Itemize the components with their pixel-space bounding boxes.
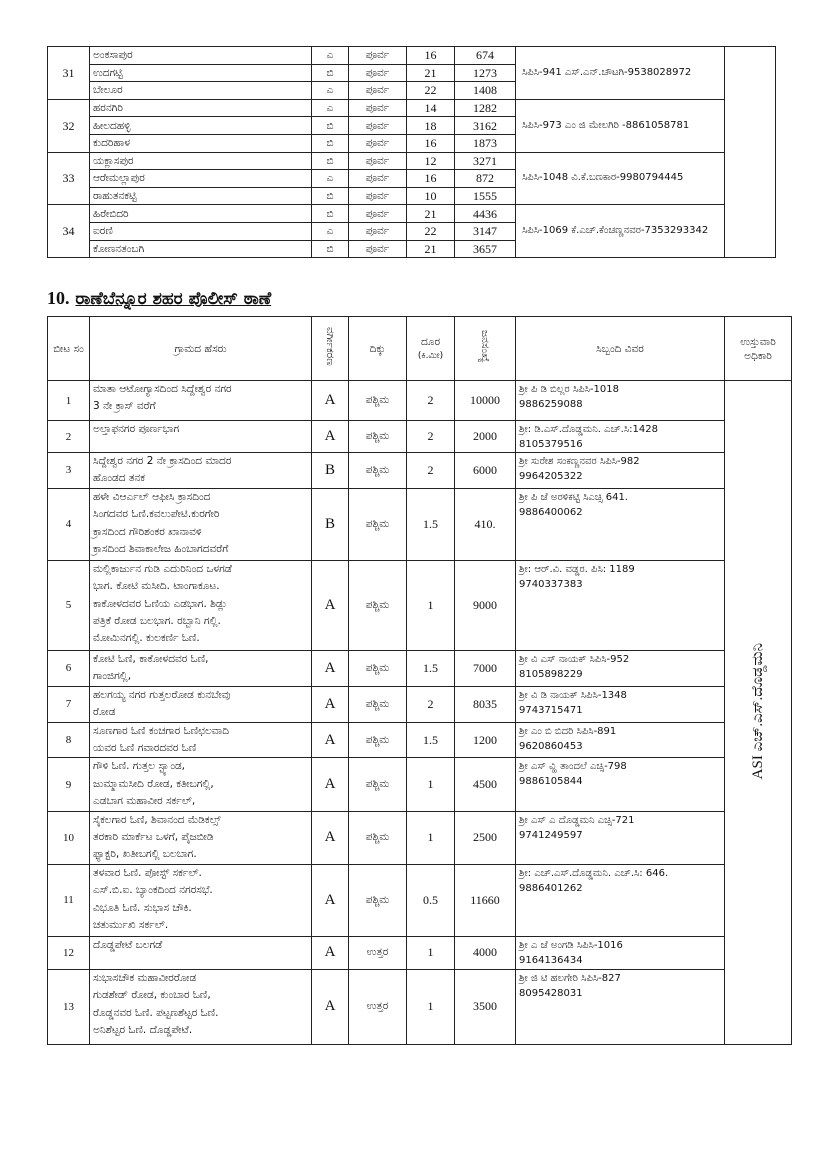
staff-line: 9620860453 xyxy=(519,740,583,752)
category: ಎ xyxy=(312,99,349,117)
area-line: ಫ್ಯಾಕ್ಟರಿ, ಖತೀಬಗಲ್ಲಿ ಬಲಬಾಗ. xyxy=(93,848,197,861)
staff-line: ಶ್ರೀ ಸುರೇಶ ಸಂಕಣ್ಣನವರ ಸಿಪಿಸಿ-982 xyxy=(519,456,640,467)
population: 872 xyxy=(455,170,516,188)
population: 1273 xyxy=(455,64,516,82)
beat-number: 34 xyxy=(48,205,90,258)
staff-line: ಶ್ರೀ: ಎಚ್.ಎಸ್.ದೊಡ್ಡಮನಿ. ಎಚ್.ಸಿ: 646. xyxy=(519,867,669,879)
beat-number: 3 xyxy=(48,453,90,489)
direction: ಪೂರ್ವ xyxy=(349,47,407,65)
header-officer: ಉಸ್ತುವಾರಿ ಅಧಿಕಾರಿ xyxy=(725,317,792,381)
population: 10000 xyxy=(455,381,516,421)
staff-line: ಶ್ರೀ ಜಿ ಟಿ ಹಲಗೇರಿ ಸಿಪಿಸಿ-827 xyxy=(519,972,621,984)
population: 4000 xyxy=(455,936,516,969)
area-line: ವಿಭೂತಿ ಓಣಿ. ಸುಭಾಸ ಚೌಕಿ. xyxy=(93,901,192,914)
table-row xyxy=(48,205,776,223)
beat-number: 13 xyxy=(48,969,90,1044)
staff-details xyxy=(516,421,725,453)
staff-details xyxy=(516,969,725,1044)
direction: ಪೂರ್ವ xyxy=(349,99,407,117)
staff-line: ಶ್ರೀ: ಆರ್.ವಿ. ವಡ್ಡರ. ಪಿಸಿ: 1189 xyxy=(519,563,635,575)
header-staff: ಸಿಬ್ಬಂದಿ ವಿವರ xyxy=(516,317,725,381)
distance: 18 xyxy=(407,117,455,135)
section-number: 10. xyxy=(47,288,70,308)
category: B xyxy=(312,453,349,489)
distance: 0.5 xyxy=(407,864,455,936)
staff-line: ಶ್ರೀ ಎಸ್ ಎ ದೊಡ್ಡಮನಿ ಎಚ್ಸಿ-721 xyxy=(519,814,635,826)
direction: ಪಶ್ಚಿಮ xyxy=(349,864,407,936)
direction: ಉತ್ತರ xyxy=(349,969,407,1044)
staff-line: ಶ್ರೀ: ಡಿ.ಎಸ್.ದೊಡ್ಡಮನಿ. ಎಚ್.ಸಿ:1428 xyxy=(519,424,658,435)
area-description xyxy=(90,811,312,864)
category: ಬಿ xyxy=(312,205,349,223)
area-description xyxy=(90,453,312,489)
direction: ಪೂರ್ವ xyxy=(349,64,407,82)
area-line: 3 ನೇ ಕ್ರಾಸ್ ವರೆಗೆ xyxy=(93,400,156,413)
staff-line: 9741249597 xyxy=(519,829,583,841)
category: A xyxy=(312,650,349,686)
category: ಬಿ xyxy=(312,240,349,258)
area-line: ಗಾಂಜಿಗಲ್ಲಿ, xyxy=(93,670,132,683)
distance: 1 xyxy=(407,758,455,811)
staff-details: ಸಿಪಿಸಿ-1048 ವಿ.ಕೆ.ಬಣಕಾರ-9980794445 xyxy=(516,152,725,205)
category: A xyxy=(312,686,349,722)
area-line: ಸಿದ್ದೇಶ್ವರ ನಗರ 2 ನೇ ಕ್ರಾಸದಿಂದ ಮಾದರ xyxy=(93,455,232,467)
officer-cell xyxy=(725,381,792,1045)
direction: ಪಶ್ಚಿಮ xyxy=(349,650,407,686)
distance: 1.5 xyxy=(407,722,455,758)
officer-cell xyxy=(725,47,776,258)
header-row xyxy=(48,317,792,381)
header-distance-label: ದೂರ xyxy=(420,335,441,348)
population: 6000 xyxy=(455,453,516,489)
table-row xyxy=(48,864,792,936)
area-line: ಕ್ರಾಸದಿಂದ ಗೌರಿಶಂಕರ ಖಾನಾವಳಿ xyxy=(93,525,202,538)
category: ಎ xyxy=(312,47,349,65)
direction: ಪಶ್ಚಿಮ xyxy=(349,686,407,722)
table-row xyxy=(48,99,776,117)
direction: ಪೂರ್ವ xyxy=(349,152,407,170)
category: ಎ xyxy=(312,82,349,100)
area-line: ಎಸ್.ಬಿ.ಐ. ಬ್ಯಾಂಕದಿಂದ ನಗರಸಭೆ. xyxy=(93,884,213,897)
category: A xyxy=(312,758,349,811)
category: ಬಿ xyxy=(312,134,349,152)
village-name: ಹೀಲದಹಳ್ಳಿ xyxy=(90,117,312,135)
section-title: ರಾಣೆಬೆನ್ನೂರ ಶಹರ ಪೊಲೀಸ್ ಠಾಣೆ xyxy=(75,289,272,309)
area-line: ಕ್ರಾಸದಿಂದ ಶಿವಾಕಾಲೇಜ ಹಿಂಬಾಗದವರೆಗೆ xyxy=(93,543,229,556)
area-line: ಭಾಗ. ಕೋಟಿ ಮಸೀದಿ. ಟಾಂಗಾಕೂಟ. xyxy=(93,580,220,593)
distance: 10 xyxy=(407,187,455,205)
category: ಬಿ xyxy=(312,187,349,205)
direction: ಪೂರ್ವ xyxy=(349,240,407,258)
direction: ಪಶ್ಚಿಮ xyxy=(349,381,407,421)
staff-line: ಶ್ರೀ ಎ ಜೆ ಅಂಗಡಿ ಸಿಪಿಸಿ-1016 xyxy=(519,939,623,951)
population: 2500 xyxy=(455,811,516,864)
area-description xyxy=(90,650,312,686)
village-name: ಕೋಣನತಂಬಗಿ xyxy=(90,240,312,258)
population: 3500 xyxy=(455,969,516,1044)
distance: 22 xyxy=(407,222,455,240)
category: A xyxy=(312,811,349,864)
staff-line: 9886259088 xyxy=(519,399,583,410)
population: 1555 xyxy=(455,187,516,205)
area-line: ಮಲ್ಲಿಕಾರ್ಜುನ ಗುಡಿ ಎದುರಿನಿಂದ ಒಳಗಡೆ xyxy=(93,562,232,575)
area-description xyxy=(90,722,312,758)
population: 3271 xyxy=(455,152,516,170)
staff-line: ಶ್ರೀ ಪಿ ಜೆ ಅರಳಿಕಟ್ಟಿ ಸಿಎಚ್ಸಿ 641. xyxy=(519,491,628,503)
area-line: ಮಾತಾ ಆಟೋಗ್ಯಾಸದಿಂದ ಸಿದ್ದೇಶ್ವರ ನಗರ xyxy=(93,383,232,395)
area-line: ಗೌಳಿ ಓಣಿ. ಗುತ್ತಲ ಸ್ಟ್ಯಾಂಡ, xyxy=(93,760,186,773)
category: B xyxy=(312,488,349,560)
area-line: ಸೂಣಗಾರ ಓಣಿ ಕಂಚಗಾರ ಓಣಿಛಲವಾದಿ xyxy=(93,724,230,737)
direction: ಪಶ್ಚಿಮ xyxy=(349,560,407,650)
staff-details xyxy=(516,864,725,936)
header-distance xyxy=(407,317,455,381)
beat-number: 7 xyxy=(48,686,90,722)
area-description xyxy=(90,560,312,650)
population: 11660 xyxy=(455,864,516,936)
population: 1200 xyxy=(455,722,516,758)
area-description xyxy=(90,686,312,722)
distance: 1.5 xyxy=(407,650,455,686)
area-description xyxy=(90,936,312,969)
population: 1282 xyxy=(455,99,516,117)
beat-number: 4 xyxy=(48,488,90,560)
staff-details xyxy=(516,936,725,969)
table-row xyxy=(48,758,792,811)
population: 9000 xyxy=(455,560,516,650)
area-line: ಗುಡಶೇಡ್ ರೋಡ, ಕುಂಬಾರ ಓಣಿ, xyxy=(93,989,211,1002)
header-direction: ದಿಕ್ಕು xyxy=(349,317,407,381)
population: 8035 xyxy=(455,686,516,722)
direction: ಪೂರ್ವ xyxy=(349,134,407,152)
header-distance-unit: (ಕಿ.ಮೀ) xyxy=(417,350,444,361)
distance: 2 xyxy=(407,686,455,722)
beat-number: 33 xyxy=(48,152,90,205)
header-category: ವರ್ಗೀಕರಣ xyxy=(312,317,349,381)
category: ಬಿ xyxy=(312,152,349,170)
header-village: ಗ್ರಾಮದ ಹೆಸರು xyxy=(90,317,312,381)
distance: 1.5 xyxy=(407,488,455,560)
table-row xyxy=(48,47,776,65)
category: ಬಿ xyxy=(312,117,349,135)
category: A xyxy=(312,936,349,969)
area-line: ಸಿಂಗದವರ ಓಣಿ.ಕವಲುಪೇಟಿ.ಕುರಗೇರಿ xyxy=(93,508,220,521)
staff-line: 8105379516 xyxy=(519,439,583,450)
area-line: ಪತ್ರಿಕೆ ರೋಡ ಬಲಭಾಗ. ರಬ್ಬಾನಿ ಗಲ್ಲಿ. xyxy=(93,615,221,628)
area-line: ರೊಡ್ಡನವರ ಓಣಿ. ಪಟ್ಟಣಶೆಟ್ಟರ ಓಣಿ. xyxy=(93,1006,219,1019)
header-population: ಜನಸಂಖ್ಯೆ xyxy=(455,317,516,381)
area-line: ಹೊಂಡದ ತನಕ xyxy=(93,472,145,485)
staff-details xyxy=(516,686,725,722)
population: 3657 xyxy=(455,240,516,258)
direction: ಪೂರ್ವ xyxy=(349,117,407,135)
staff-line: 8095428031 xyxy=(519,987,583,999)
staff-details xyxy=(516,560,725,650)
area-line: ದೊಡ್ಡಪೇಟೆ ಬಲಗಡೆ xyxy=(93,938,163,951)
direction: ಪಶ್ಚಿಮ xyxy=(349,811,407,864)
staff-line: 9740337383 xyxy=(519,578,583,590)
staff-details xyxy=(516,488,725,560)
table-row xyxy=(48,650,792,686)
staff-details: ಸಿಪಿಸಿ-1069 ಕೆ.ಎಚ್.ಕೆಂಚಣ್ಣನವರ-7353293342 xyxy=(516,205,725,258)
staff-line: ಶ್ರೀ ಪಿ ಡಿ ಬಿಲ್ಲರ ಸಿಪಿಸಿ-1018 xyxy=(519,384,619,395)
staff-line: 9164136434 xyxy=(519,954,583,966)
direction: ಪೂರ್ವ xyxy=(349,187,407,205)
distance: 16 xyxy=(407,134,455,152)
beat-number: 2 xyxy=(48,421,90,453)
area-line: ಯವರ ಓಣಿ ಗವಾರದವರ ಓಣಿ xyxy=(93,742,197,755)
population: 1873 xyxy=(455,134,516,152)
beat-number: 31 xyxy=(48,47,90,100)
distance: 1 xyxy=(407,811,455,864)
area-line: ಕೋಟಿ ಓಣಿ, ಕಾಕೋಳದವರ ಓಣಿ, xyxy=(93,652,209,665)
direction: ಪಶ್ಚಿಮ xyxy=(349,453,407,489)
village-name: ರಾಹುತನಕಟ್ಟಿ xyxy=(90,187,312,205)
direction: ಉತ್ತರ xyxy=(349,936,407,969)
category: A xyxy=(312,560,349,650)
table-row xyxy=(48,421,792,453)
staff-line: ಶ್ರೀ ಎಂ ಬಿ ಬಿದರಿ ಸಿಪಿಸಿ-891 xyxy=(519,725,617,737)
direction: ಪಶ್ಚಿಮ xyxy=(349,421,407,453)
distance: 21 xyxy=(407,240,455,258)
distance: 1 xyxy=(407,969,455,1044)
staff-line: ಶ್ರೀ ಎಸ್ ವ್ಹಿ ತಾಂದಲೆ ಎಚ್ಸಿ-798 xyxy=(519,761,627,773)
population: 7000 xyxy=(455,650,516,686)
village-name: ಹರನಗಿರಿ xyxy=(90,99,312,117)
population: 4436 xyxy=(455,205,516,223)
village-name: ಹಿರೇಬಿದರಿ xyxy=(90,205,312,223)
table-row xyxy=(48,969,792,1044)
direction: ಪಶ್ಚಿಮ xyxy=(349,488,407,560)
area-line: ಚತುರ್ಮುಖಿ ಸರ್ಕಲ್. xyxy=(93,919,169,932)
beat-number: 11 xyxy=(48,864,90,936)
staff-line: 8105898229 xyxy=(519,668,583,680)
officer-name: ASI ಎಚ್.ಎಸ್.ದೊಡ್ಡಮನಿ xyxy=(750,642,766,780)
area-line: ಹಳೇ ವಿಆರ್ಎಲ್ ಆಫೀಸಿ ಕ್ರಾಸದಿಂದ xyxy=(93,490,211,503)
area-description xyxy=(90,864,312,936)
area-line: ತರಕಾರಿ ಮಾರ್ಕೆಟ ಒಳಗೆ, ಪೈಜಬೀಡಿ xyxy=(93,831,214,844)
population: 3162 xyxy=(455,117,516,135)
staff-line: ಶ್ರೀ ವಿ ಎಸ್ ನಾಯಕ್ ಸಿಪಿಸಿ-952 xyxy=(519,653,630,665)
area-line: ಸುಭಾಸಚೌಕ ಮಹಾವೀರರೋಡ xyxy=(93,971,197,984)
area-description xyxy=(90,381,312,421)
table-row xyxy=(48,936,792,969)
beat-number: 5 xyxy=(48,560,90,650)
direction: ಪೂರ್ವ xyxy=(349,82,407,100)
population: 410. xyxy=(455,488,516,560)
beat-number: 10 xyxy=(48,811,90,864)
staff-details xyxy=(516,758,725,811)
category: A xyxy=(312,864,349,936)
staff-details xyxy=(516,811,725,864)
area-line: ತಳವಾರ ಓಣಿ. ಪೋಸ್ಟ್ ಸರ್ಕಲ್. xyxy=(93,866,202,879)
area-line: ಜುಮ್ಮಾಮಸೀದಿ ರೋಡ, ಕತೀಬಗಲ್ಲಿ, xyxy=(93,777,214,790)
staff-line: 9886400062 xyxy=(519,506,583,518)
area-line: ಹಲಗಯ್ಯ ನಗರ ಗುತ್ತಲರೋಡ ಕುನಬೇವು xyxy=(93,688,231,701)
area-line: ರೋಡ xyxy=(93,706,116,719)
beat-number: 32 xyxy=(48,99,90,152)
population: 674 xyxy=(455,47,516,65)
category: ಎ xyxy=(312,170,349,188)
staff-details: ಸಿಪಿಸಿ-941 ಎಸ್.ಎನ್.ಚೌಟಗಿ-9538028972 xyxy=(516,47,725,100)
distance: 12 xyxy=(407,152,455,170)
distance: 2 xyxy=(407,453,455,489)
category: A xyxy=(312,969,349,1044)
table-row xyxy=(48,560,792,650)
staff-details xyxy=(516,381,725,421)
area-line: ಅಲ್ತಾಫನಗರ ಪೂರ್ಣಭಾಗ xyxy=(93,423,180,435)
table-row xyxy=(48,488,792,560)
village-name: ಆರೇಮಲ್ಲಾಪುರ xyxy=(90,170,312,188)
direction: ಪೂರ್ವ xyxy=(349,170,407,188)
area-line: ಕಾಕೋಳದವರ ಓಣಿಯ ಎಡಭಾಗ. ಶಿಡ್ಲು xyxy=(93,597,228,610)
direction: ಪಶ್ಚಿಮ xyxy=(349,722,407,758)
staff-details xyxy=(516,453,725,489)
area-line: ಎಡಬಾಗ ಮಹಾವೀರ ಸರ್ಕಲ್, xyxy=(93,795,196,808)
village-name: ಯಕ್ಲಾಸಪುರ xyxy=(90,152,312,170)
distance: 1 xyxy=(407,560,455,650)
distance: 2 xyxy=(407,381,455,421)
staff-line: 9964205322 xyxy=(519,471,583,482)
staff-line: 9886105844 xyxy=(519,776,583,788)
direction: ಪೂರ್ವ xyxy=(349,205,407,223)
village-name: ಉದಗಟ್ಟಿ xyxy=(90,64,312,82)
beat-number: 8 xyxy=(48,722,90,758)
beat-table-continued xyxy=(47,46,776,258)
area-line: ಮೋಮಿನಗಲ್ಲಿ. ಕುಲಕರ್ಣಿ ಓಣಿ. xyxy=(93,632,200,645)
staff-line: ಶ್ರೀ ವಿ ಡಿ ನಾಯಕ್ ಸಿಪಿಸಿ-1348 xyxy=(519,689,627,701)
staff-details xyxy=(516,722,725,758)
area-description xyxy=(90,969,312,1044)
table-row xyxy=(48,686,792,722)
table-row xyxy=(48,722,792,758)
table-row xyxy=(48,152,776,170)
population: 3147 xyxy=(455,222,516,240)
area-line: ಸೈಕಲಗಾರ ಓಣಿ, ಶಿವಾನಂದ ಮೆಡಿಕಲ್ಸ್ xyxy=(93,813,221,826)
village-name: ಐರಣಿ xyxy=(90,222,312,240)
distance: 16 xyxy=(407,47,455,65)
village-name: ಅಂಕಸಾಪುರ xyxy=(90,47,312,65)
distance: 21 xyxy=(407,205,455,223)
category: A xyxy=(312,381,349,421)
distance: 2 xyxy=(407,421,455,453)
table-row xyxy=(48,381,792,421)
distance: 16 xyxy=(407,170,455,188)
distance: 1 xyxy=(407,936,455,969)
beat-number: 1 xyxy=(48,381,90,421)
staff-line: 9743715471 xyxy=(519,704,583,716)
village-name: ಕುದರಿಹಾಳ xyxy=(90,134,312,152)
category: ಎ xyxy=(312,222,349,240)
section-heading xyxy=(47,288,271,309)
area-description xyxy=(90,488,312,560)
staff-details xyxy=(516,650,725,686)
category: A xyxy=(312,722,349,758)
area-description xyxy=(90,421,312,453)
direction: ಪೂರ್ವ xyxy=(349,222,407,240)
population: 1408 xyxy=(455,82,516,100)
area-line: ಅನಿಶೆಟ್ಟರ ಓಣಿ. ದೊಡ್ಡಪೇಟೆ. xyxy=(93,1024,193,1037)
area-description xyxy=(90,758,312,811)
table-row xyxy=(48,811,792,864)
village-name: ಬೇಲೂರ xyxy=(90,82,312,100)
direction: ಪಶ್ಚಿಮ xyxy=(349,758,407,811)
category: A xyxy=(312,421,349,453)
population: 4500 xyxy=(455,758,516,811)
category: ಬಿ xyxy=(312,64,349,82)
distance: 14 xyxy=(407,99,455,117)
header-beat: ಬೀಟ ಸಂ xyxy=(48,317,90,381)
table-row xyxy=(48,453,792,489)
distance: 21 xyxy=(407,64,455,82)
beat-table xyxy=(47,316,792,1045)
beat-number: 9 xyxy=(48,758,90,811)
staff-line: 9886401262 xyxy=(519,882,583,894)
beat-number: 12 xyxy=(48,936,90,969)
staff-details: ಸಿಪಿಸಿ-973 ಎಂ ಜಿ ಮೇಲಗಿರಿ -8861058781 xyxy=(516,99,725,152)
distance: 22 xyxy=(407,82,455,100)
beat-number: 6 xyxy=(48,650,90,686)
population: 2000 xyxy=(455,421,516,453)
